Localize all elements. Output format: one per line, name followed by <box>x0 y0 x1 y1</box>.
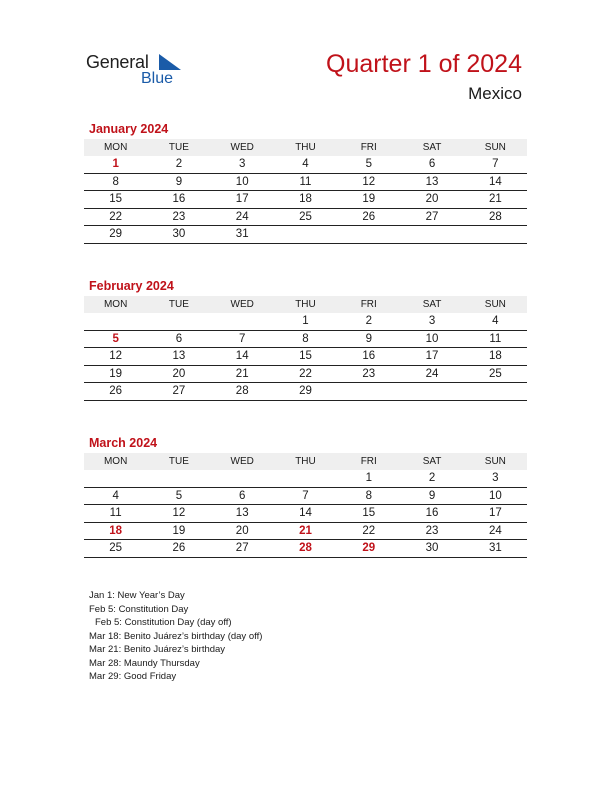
week-row <box>84 313 527 330</box>
day-cell: 11 <box>274 173 337 191</box>
day-cell: 19 <box>337 191 400 209</box>
day-cell: 8 <box>274 330 337 348</box>
month-title: January 2024 <box>89 122 169 136</box>
day-cell: 15 <box>337 505 400 523</box>
day-cell: 11 <box>464 330 527 348</box>
week-row <box>84 191 527 209</box>
day-cell: 2 <box>400 470 463 487</box>
day-cell: 22 <box>274 365 337 383</box>
week-row <box>84 156 527 173</box>
day-cell: 2 <box>337 313 400 330</box>
month-title: March 2024 <box>89 436 158 450</box>
day-cell: 30 <box>147 226 210 244</box>
day-cell: 25 <box>84 540 147 558</box>
weekday-header: SAT <box>400 296 463 313</box>
day-cell <box>337 383 400 401</box>
day-cell: 2 <box>147 156 210 173</box>
calendar-grid <box>84 296 527 401</box>
day-cell <box>84 313 147 330</box>
weekday-header: FRI <box>337 453 400 470</box>
day-cell: 28 <box>274 540 337 558</box>
day-cell: 14 <box>464 173 527 191</box>
week-row <box>84 348 527 366</box>
day-cell: 31 <box>211 226 274 244</box>
day-cell: 24 <box>211 208 274 226</box>
day-cell <box>400 226 463 244</box>
day-cell: 12 <box>147 505 210 523</box>
day-cell: 8 <box>337 487 400 505</box>
day-cell: 27 <box>400 208 463 226</box>
day-cell: 15 <box>274 348 337 366</box>
day-cell <box>274 226 337 244</box>
day-cell: 20 <box>147 365 210 383</box>
day-cell <box>464 226 527 244</box>
weekday-header: SAT <box>400 453 463 470</box>
day-cell: 16 <box>147 191 210 209</box>
day-cell: 19 <box>147 522 210 540</box>
day-cell: 3 <box>211 156 274 173</box>
day-cell: 21 <box>464 191 527 209</box>
day-cell: 3 <box>464 470 527 487</box>
weekday-header: FRI <box>337 296 400 313</box>
country-name: Mexico <box>468 84 522 103</box>
weekday-header: SUN <box>464 139 527 156</box>
day-cell: 7 <box>274 487 337 505</box>
week-row <box>84 330 527 348</box>
logo-word-blue: Blue <box>141 70 174 87</box>
day-cell: 19 <box>84 365 147 383</box>
day-cell: 28 <box>464 208 527 226</box>
day-cell: 18 <box>84 522 147 540</box>
weekday-header: MON <box>84 139 147 156</box>
month-march <box>84 436 527 561</box>
day-cell: 6 <box>400 156 463 173</box>
holiday-item: Mar 28: Maundy Thursday <box>89 657 200 669</box>
day-cell <box>337 226 400 244</box>
weekday-header: THU <box>274 453 337 470</box>
day-cell: 23 <box>400 522 463 540</box>
day-cell: 26 <box>84 383 147 401</box>
weekday-header-row <box>84 453 527 470</box>
week-row <box>84 540 527 558</box>
day-cell: 4 <box>84 487 147 505</box>
weekday-header: FRI <box>337 139 400 156</box>
day-cell: 10 <box>464 487 527 505</box>
calendar-grid <box>84 453 527 558</box>
day-cell: 9 <box>337 330 400 348</box>
day-cell: 21 <box>211 365 274 383</box>
day-cell: 17 <box>464 505 527 523</box>
day-cell: 24 <box>400 365 463 383</box>
weekday-header-row <box>84 296 527 313</box>
day-cell: 25 <box>274 208 337 226</box>
day-cell: 6 <box>211 487 274 505</box>
day-cell <box>400 383 463 401</box>
day-cell: 8 <box>84 173 147 191</box>
holiday-item: Mar 29: Good Friday <box>89 671 177 682</box>
day-cell <box>274 470 337 487</box>
day-cell: 1 <box>274 313 337 330</box>
day-cell: 16 <box>400 505 463 523</box>
day-cell: 16 <box>337 348 400 366</box>
day-cell: 7 <box>464 156 527 173</box>
day-cell: 25 <box>464 365 527 383</box>
logo-flag-icon <box>159 54 181 70</box>
day-cell: 18 <box>274 191 337 209</box>
weekday-header: SUN <box>464 296 527 313</box>
day-cell: 6 <box>147 330 210 348</box>
week-row <box>84 226 527 244</box>
day-cell: 5 <box>84 330 147 348</box>
day-cell <box>147 470 210 487</box>
day-cell: 17 <box>400 348 463 366</box>
day-cell: 10 <box>400 330 463 348</box>
week-row <box>84 522 527 540</box>
day-cell <box>211 313 274 330</box>
day-cell: 4 <box>274 156 337 173</box>
day-cell: 20 <box>400 191 463 209</box>
weekday-header: WED <box>211 453 274 470</box>
day-cell: 23 <box>147 208 210 226</box>
day-cell: 13 <box>400 173 463 191</box>
day-cell: 29 <box>84 226 147 244</box>
day-cell: 26 <box>337 208 400 226</box>
day-cell: 26 <box>147 540 210 558</box>
day-cell: 30 <box>400 540 463 558</box>
day-cell <box>84 470 147 487</box>
month-january <box>84 122 527 247</box>
calendar-grid <box>84 139 527 244</box>
holiday-item: Feb 5: Constitution Day (day off) <box>95 617 232 628</box>
day-cell: 12 <box>337 173 400 191</box>
day-cell: 12 <box>84 348 147 366</box>
logo <box>86 52 186 88</box>
day-cell: 9 <box>147 173 210 191</box>
day-cell: 5 <box>147 487 210 505</box>
day-cell: 13 <box>211 505 274 523</box>
day-cell: 4 <box>464 313 527 330</box>
day-cell: 22 <box>84 208 147 226</box>
day-cell: 17 <box>211 191 274 209</box>
holiday-item: Mar 21: Benito Juárez’s birthday <box>89 644 226 655</box>
day-cell: 14 <box>274 505 337 523</box>
holiday-item: Jan 1: New Year’s Day <box>89 590 185 601</box>
day-cell: 11 <box>84 505 147 523</box>
weekday-header: SAT <box>400 139 463 156</box>
day-cell: 3 <box>400 313 463 330</box>
day-cell: 27 <box>147 383 210 401</box>
day-cell: 18 <box>464 348 527 366</box>
day-cell <box>147 313 210 330</box>
weekday-header: MON <box>84 296 147 313</box>
day-cell: 29 <box>274 383 337 401</box>
day-cell: 1 <box>337 470 400 487</box>
weekday-header-row <box>84 139 527 156</box>
day-cell: 7 <box>211 330 274 348</box>
weekday-header: TUE <box>147 139 210 156</box>
day-cell: 27 <box>211 540 274 558</box>
week-row <box>84 470 527 487</box>
holiday-item: Mar 18: Benito Juárez’s birthday (day off) <box>89 630 263 642</box>
day-cell: 5 <box>337 156 400 173</box>
day-cell: 15 <box>84 191 147 209</box>
day-cell: 13 <box>147 348 210 366</box>
day-cell: 28 <box>211 383 274 401</box>
day-cell: 22 <box>337 522 400 540</box>
day-cell: 21 <box>274 522 337 540</box>
holiday-item: Feb 5: Constitution Day <box>89 603 189 615</box>
day-cell: 20 <box>211 522 274 540</box>
logo-word-general: General <box>86 52 149 72</box>
day-cell: 10 <box>211 173 274 191</box>
day-cell: 1 <box>84 156 147 173</box>
month-title: February 2024 <box>89 279 174 293</box>
day-cell: 24 <box>464 522 527 540</box>
day-cell <box>211 470 274 487</box>
day-cell: 29 <box>337 540 400 558</box>
weekday-header: WED <box>211 139 274 156</box>
day-cell: 31 <box>464 540 527 558</box>
weekday-header: TUE <box>147 453 210 470</box>
week-row <box>84 365 527 383</box>
holiday-list <box>89 589 262 684</box>
day-cell <box>464 383 527 401</box>
weekday-header: WED <box>211 296 274 313</box>
month-february <box>84 279 527 404</box>
week-row <box>84 208 527 226</box>
week-row <box>84 383 527 401</box>
weekday-header: TUE <box>147 296 210 313</box>
day-cell: 9 <box>400 487 463 505</box>
weekday-header: MON <box>84 453 147 470</box>
weekday-header: SUN <box>464 453 527 470</box>
day-cell: 14 <box>211 348 274 366</box>
week-row <box>84 487 527 505</box>
page-title: Quarter 1 of 2024 <box>326 50 522 78</box>
week-row <box>84 173 527 191</box>
weekday-header: THU <box>274 296 337 313</box>
day-cell: 23 <box>337 365 400 383</box>
weekday-header: THU <box>274 139 337 156</box>
week-row <box>84 505 527 523</box>
